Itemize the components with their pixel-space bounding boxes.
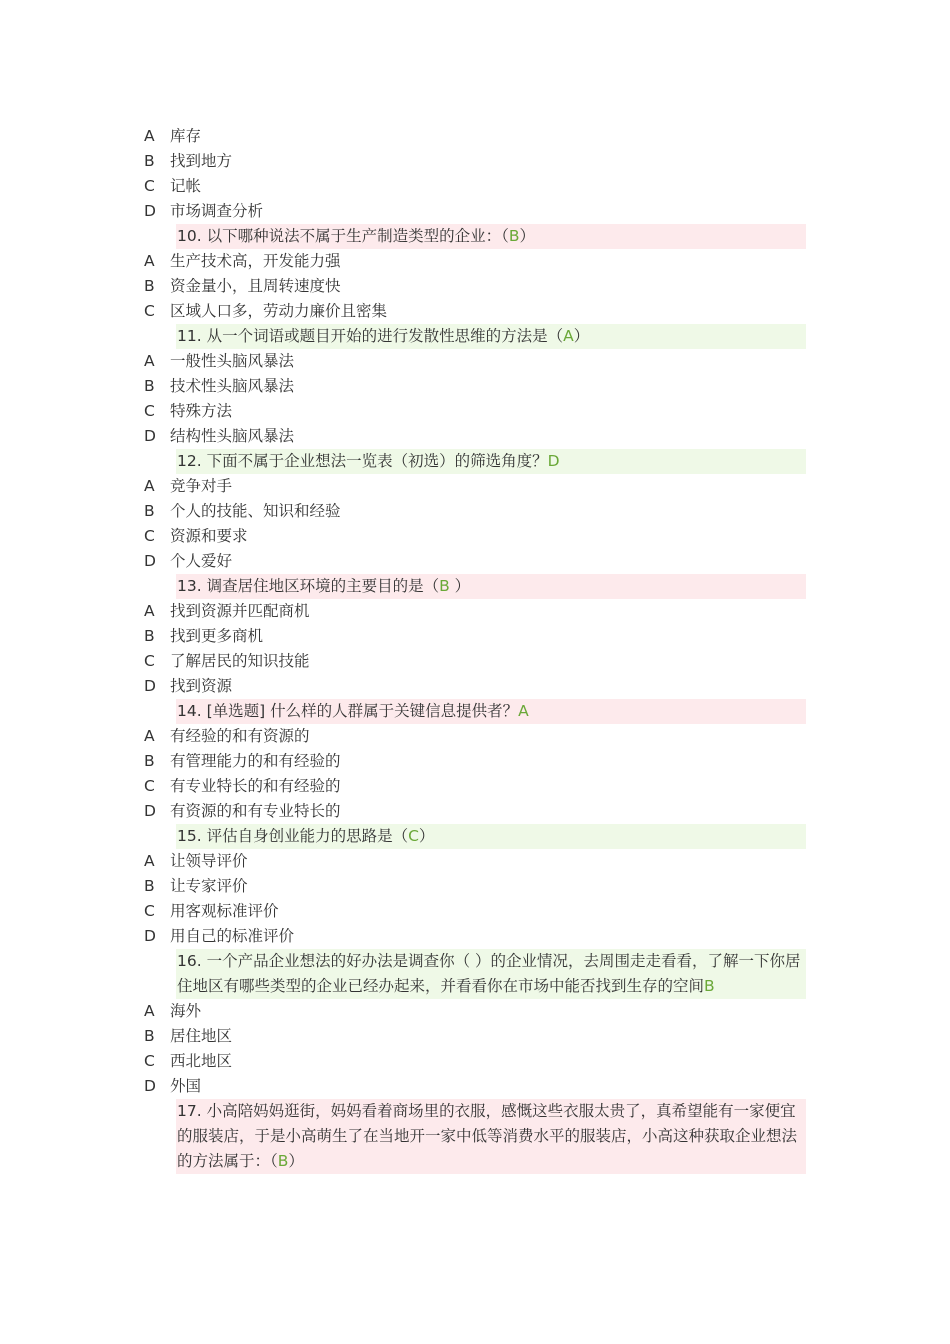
option-text: 找到地方	[170, 152, 233, 170]
question-text: 15. 评估自身创业能力的思路是（	[177, 827, 409, 845]
list-item	[0, 374, 950, 399]
option-letter: D	[144, 1077, 156, 1095]
answer-letter: D	[547, 452, 560, 470]
question-text-end: ）	[519, 227, 535, 245]
option-text: 一般性头脑风暴法	[170, 352, 295, 370]
option-list	[0, 724, 950, 824]
list-item	[0, 149, 950, 174]
list-item	[0, 499, 950, 524]
list-item	[0, 899, 950, 924]
answer-letter: B	[439, 577, 450, 595]
option-text: 个人的技能、知识和经验	[170, 502, 341, 520]
option-letter: A	[144, 852, 155, 870]
option-list	[0, 599, 950, 699]
option-letter: D	[144, 202, 156, 220]
question-text: 17. 小高陪妈妈逛街，妈妈看着商场里的衣服，感慨这些衣服太贵了，真希望能有一家便宜的服装店，于是小高萌生了在当地开一家中低等消费水平的服装店，小高这种获取企业想法的方法属于：（	[177, 1102, 798, 1170]
option-letter: D	[144, 427, 156, 445]
option-text: 结构性头脑风暴法	[170, 427, 295, 445]
question-stem-16	[176, 949, 806, 999]
option-text: 了解居民的知识技能	[170, 652, 310, 670]
option-letter: B	[144, 627, 155, 645]
quiz-page	[0, 124, 950, 1174]
list-item	[0, 199, 950, 224]
option-text: 找到更多商机	[170, 627, 264, 645]
option-letter: D	[144, 677, 156, 695]
option-letter: D	[144, 927, 156, 945]
question-text-end: ）	[288, 1152, 304, 1170]
option-text: 个人爱好	[170, 552, 233, 570]
question-text: 10. 以下哪种说法不属于生产制造类型的企业：（	[177, 227, 509, 245]
option-letter: B	[144, 277, 155, 295]
list-item	[0, 524, 950, 549]
option-text: 有管理能力的和有经验的	[170, 752, 341, 770]
list-item	[0, 399, 950, 424]
option-list	[0, 474, 950, 574]
option-letter: C	[144, 902, 155, 920]
option-letter: D	[144, 802, 156, 820]
answer-letter: A	[563, 327, 574, 345]
question-stem-15	[176, 824, 806, 849]
option-text: 让领导评价	[170, 852, 248, 870]
list-item	[0, 349, 950, 374]
list-item	[0, 774, 950, 799]
list-item	[0, 549, 950, 574]
answer-letter: B	[277, 1152, 289, 1170]
list-item	[0, 849, 950, 874]
option-letter: A	[144, 127, 155, 145]
option-text: 有专业特长的和有经验的	[170, 777, 341, 795]
option-letter: C	[144, 177, 155, 195]
option-letter: A	[144, 352, 155, 370]
question-text: 13. 调查居住地区环境的主要目的是（	[177, 577, 440, 595]
option-text: 技术性头脑风暴法	[170, 377, 295, 395]
answer-letter: B	[704, 977, 715, 995]
option-letter: B	[144, 1027, 155, 1045]
option-letter: C	[144, 527, 155, 545]
list-item	[0, 599, 950, 624]
option-letter: A	[144, 1002, 155, 1020]
option-text: 市场调查分析	[170, 202, 264, 220]
list-item	[0, 274, 950, 299]
list-item	[0, 299, 950, 324]
option-text: 用自己的标准评价	[170, 927, 295, 945]
option-text: 让专家评价	[170, 877, 248, 895]
option-list	[0, 999, 950, 1099]
question-text: 11. 从一个词语或题目开始的进行发散性思维的方法是（	[177, 327, 564, 345]
option-letter: C	[144, 302, 155, 320]
option-letter: B	[144, 152, 155, 170]
option-text: 资源和要求	[170, 527, 248, 545]
list-item	[0, 1049, 950, 1074]
option-text: 库存	[170, 127, 202, 145]
question-stem-11	[176, 324, 806, 349]
question-text: 12. 下面不属于企业想法一览表（初选）的筛选角度？	[177, 452, 548, 470]
question-text-end: ）	[449, 577, 471, 595]
list-item	[0, 724, 950, 749]
option-text: 找到资源并匹配商机	[170, 602, 310, 620]
option-text: 居住地区	[170, 1027, 233, 1045]
list-item	[0, 999, 950, 1024]
list-item	[0, 749, 950, 774]
list-item	[0, 799, 950, 824]
list-item	[0, 624, 950, 649]
question-stem-10	[176, 224, 806, 249]
option-letter: B	[144, 877, 155, 895]
option-letter: C	[144, 402, 155, 420]
option-list	[0, 849, 950, 949]
option-text: 特殊方法	[170, 402, 233, 420]
list-item	[0, 649, 950, 674]
option-letter: C	[144, 1052, 155, 1070]
answer-letter: C	[408, 827, 419, 845]
list-item	[0, 174, 950, 199]
option-text: 外国	[170, 1077, 202, 1095]
list-item	[0, 874, 950, 899]
question-text-end: ）	[573, 327, 590, 345]
option-text: 有资源的和有专业特长的	[170, 802, 341, 820]
question-stem-14	[176, 699, 806, 724]
option-text: 有经验的和有资源的	[170, 727, 310, 745]
option-letter: A	[144, 727, 155, 745]
option-text: 生产技术高，开发能力强	[170, 252, 341, 270]
answer-letter: B	[508, 227, 520, 245]
option-text: 西北地区	[170, 1052, 233, 1070]
option-text: 区域人口多，劳动力廉价且密集	[170, 302, 388, 320]
option-text: 资金量小，且周转速度快	[170, 277, 341, 295]
question-stem-17	[176, 1099, 806, 1174]
option-letter: C	[144, 777, 155, 795]
option-letter: A	[144, 477, 155, 495]
option-letter: C	[144, 652, 155, 670]
list-item	[0, 924, 950, 949]
question-text-end: ）	[418, 827, 435, 845]
option-list	[0, 249, 950, 324]
option-text: 海外	[170, 1002, 202, 1020]
option-list	[0, 349, 950, 449]
option-letter: B	[144, 377, 155, 395]
list-item	[0, 1024, 950, 1049]
option-list	[0, 124, 950, 224]
question-stem-13	[176, 574, 806, 599]
option-letter: D	[144, 552, 156, 570]
list-item	[0, 674, 950, 699]
question-stem-12	[176, 449, 806, 474]
option-letter: B	[144, 752, 155, 770]
option-text: 竞争对手	[170, 477, 233, 495]
list-item	[0, 474, 950, 499]
option-letter: A	[144, 252, 155, 270]
option-text: 找到资源	[170, 677, 233, 695]
list-item	[0, 249, 950, 274]
option-letter: B	[144, 502, 155, 520]
list-item	[0, 424, 950, 449]
question-text: 14. [单选题] 什么样的人群属于关键信息提供者？	[177, 702, 519, 720]
list-item	[0, 124, 950, 149]
question-text: 16. 一个产品企业想法的好办法是调查你（ ）的企业情况，去周围走走看看，了解一下你居住地区有哪些类型的企业已经办起来，并看看你在市场中能否找到生存的空间	[177, 952, 801, 995]
list-item	[0, 1074, 950, 1099]
option-letter: A	[144, 602, 155, 620]
option-text: 用客观标准评价	[170, 902, 279, 920]
answer-letter: A	[518, 702, 529, 720]
option-text: 记帐	[170, 177, 202, 195]
